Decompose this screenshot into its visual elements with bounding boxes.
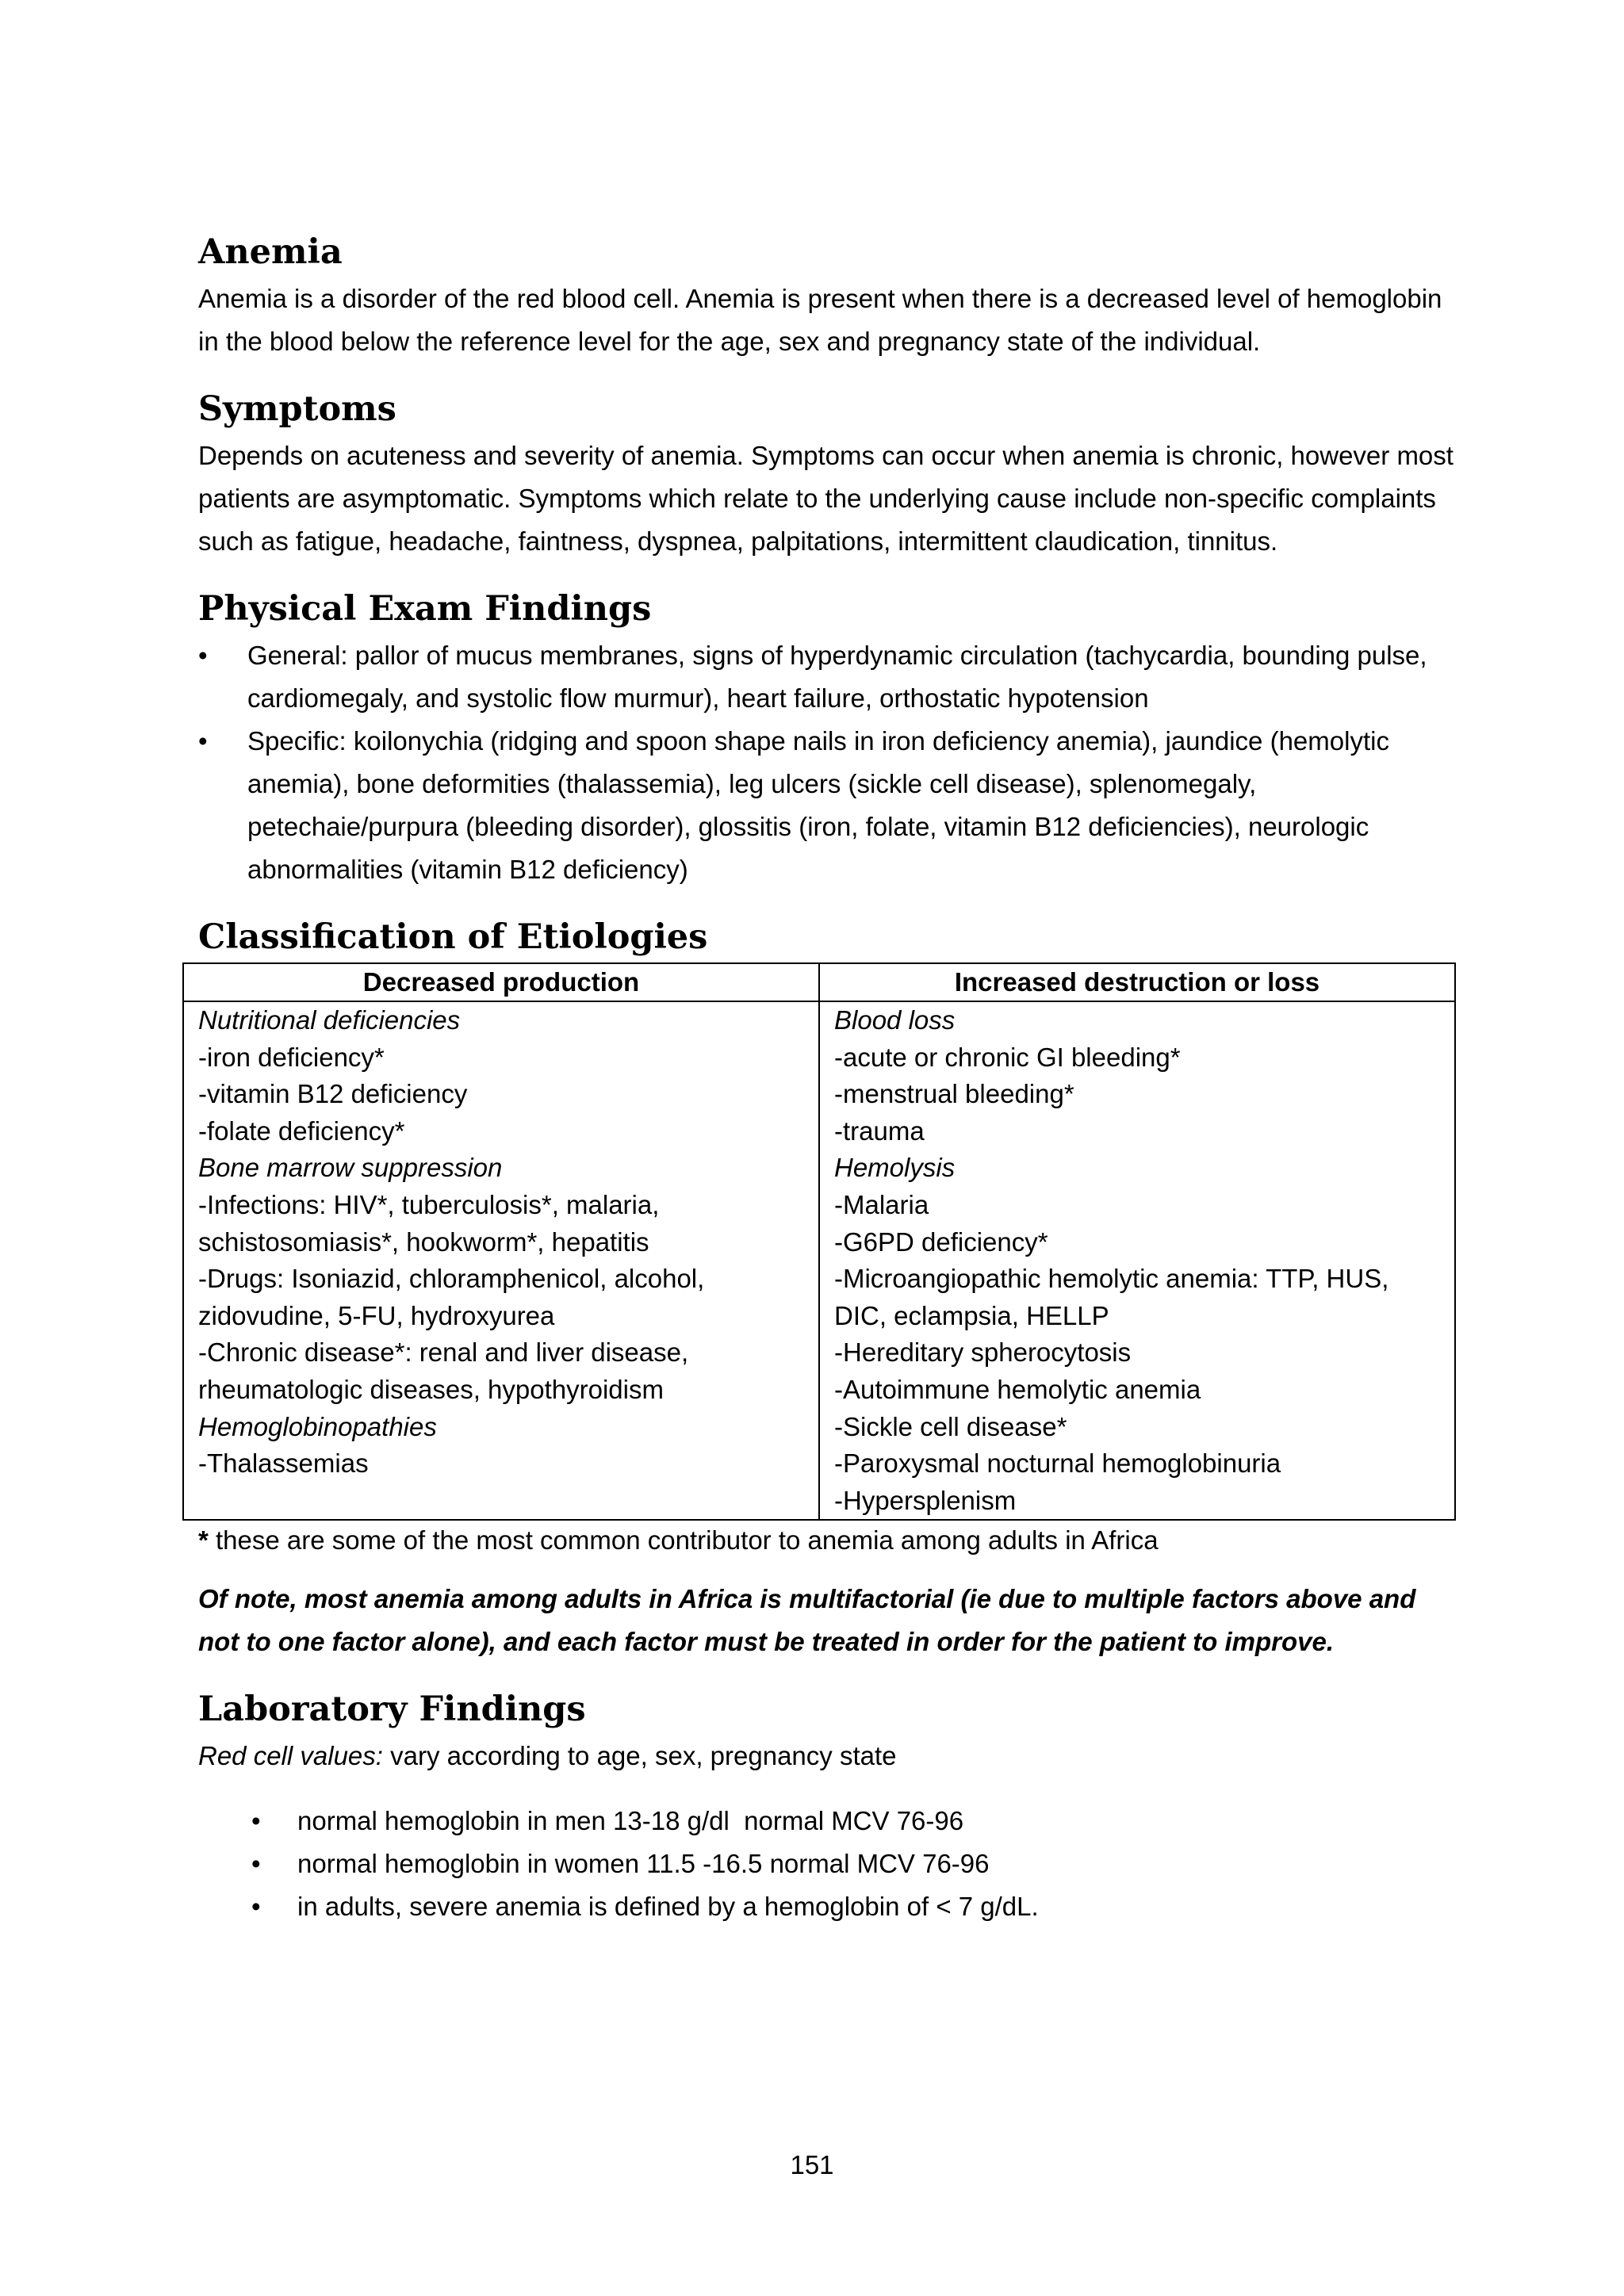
page-number: 151 (790, 2150, 834, 2179)
document-page (198, 230, 1459, 1952)
cause-line: -Sickle cell disease* (834, 1411, 1067, 1441)
physical-exam-section (198, 587, 1459, 891)
symptoms-text: Depends on acuteness and severity of anemia. Symptoms can occur when anemia is chronic, however most patients are asymptomatic. Symptoms which relate to the underlying cause include non-specific complaints such as fatigue, headache, faintness, dyspnea, palpitations, intermittent claudication, tinnitus. (198, 441, 1454, 556)
cause-line: zidovudine, 5-FU, hydroxyurea (198, 1300, 555, 1330)
list-item: • normal hemoglobin in men 13-18 g/dl normal MCV 76-96 (297, 1800, 1459, 1843)
symptoms-heading: Symptoms (198, 389, 396, 429)
multifactorial-note: Of note, most anemia among adults in Africa is multifactorial (ie due to multiple factors above and not to one factor alone), and each factor must be treated in order for the patient to improve. (198, 1584, 1416, 1657)
red-cell-values-text: vary according to age, sex, pregnancy state (382, 1741, 897, 1771)
increased-destruction-cell (819, 1001, 1455, 1520)
cause-line: -vitamin B12 deficiency (198, 1079, 468, 1109)
column-header-decreased-production: Decreased production (183, 963, 819, 1001)
category-label: Hemolysis (834, 1153, 956, 1183)
red-cell-values-label: Red cell values: (198, 1741, 383, 1771)
cause-line: -Drugs: Isoniazid, chloramphenicol, alcohol, (198, 1264, 705, 1294)
cause-line: -trauma (834, 1115, 925, 1146)
cause-line: schistosomiasis*, hookworm*, hepatitis (198, 1226, 649, 1257)
footnote-text: these are some of the most common contributor to anemia among adults in Africa (208, 1525, 1159, 1556)
category-label: Bone marrow suppression (198, 1153, 503, 1183)
cause-line: -menstrual bleeding* (834, 1079, 1074, 1109)
classification-heading: Classification of Etiologies (198, 917, 708, 957)
cause-line: DIC, eclampsia, HELLP (834, 1300, 1109, 1330)
cause-line: -folate deficiency* (198, 1115, 405, 1146)
etiology-table (182, 962, 1456, 1521)
cause-line: -Infections: HIV*, tuberculosis*, malaria, (198, 1189, 660, 1219)
cause-line: -Hereditary spherocytosis (834, 1337, 1132, 1368)
column-header-increased-destruction: Increased destruction or loss (819, 963, 1455, 1001)
category-label: Nutritional deficiencies (198, 1005, 461, 1035)
laboratory-section (198, 1687, 1459, 1928)
anemia-section (198, 230, 1459, 363)
cause-line: rheumatologic diseases, hypothyroidism (198, 1374, 664, 1404)
category-label: Blood loss (834, 1005, 956, 1035)
cause-line: -Thalassemias (198, 1448, 369, 1479)
cause-line: -iron deficiency* (198, 1042, 385, 1072)
list-item: • in adults, severe anemia is defined by a hemoglobin of < 7 g/dL. (297, 1885, 1459, 1928)
red-cell-values (198, 1735, 1459, 1777)
cause-line: -acute or chronic GI bleeding* (834, 1042, 1181, 1072)
decreased-production-cell (183, 1001, 819, 1520)
table-row (183, 1001, 1455, 1520)
classification-section (198, 915, 1459, 1663)
cause-line: -Chronic disease*: renal and liver disease, (198, 1337, 689, 1368)
physical-exam-list (198, 634, 1459, 891)
cause-line: -Malaria (834, 1189, 929, 1219)
cause-line: -G6PD deficiency* (834, 1226, 1048, 1257)
table-header-row (183, 963, 1455, 1001)
physical-exam-heading: Physical Exam Findings (198, 589, 652, 629)
category-label: Hemoglobinopathies (198, 1411, 437, 1441)
laboratory-list (198, 1800, 1459, 1928)
list-item: • normal hemoglobin in women 11.5 -16.5 normal MCV 76-96 (297, 1843, 1459, 1885)
cause-line: -Microangiopathic hemolytic anemia: TTP, HUS, (834, 1264, 1389, 1294)
anemia-definition: Anemia is a disorder of the red blood cell. Anemia is present when there is a decreased level of hemoglobin in the blood below the reference level for the age, sex and pregnancy state of the individual. (198, 284, 1442, 356)
cause-line: -Hypersplenism (834, 1485, 1017, 1515)
list-item: • Specific: koilonychia (ridging and spoon shape nails in iron deficiency anemia), jaundice (hemolytic anemia), bone deformities (thalassemia), leg ulcers (sickle cell disease), splenomegaly, petechaie/purpura (bleeding disorder), glossitis (iron, folate, vitamin B12 deficiencies), neurologic abnormalities (vitamin B12 deficiency) (247, 720, 1459, 891)
cause-line: -Paroxysmal nocturnal hemoglobinuria (834, 1448, 1281, 1479)
laboratory-heading: Laboratory Findings (198, 1689, 586, 1730)
table-footnote (198, 1521, 1459, 1560)
anemia-heading: Anemia (198, 232, 343, 272)
cause-line: -Autoimmune hemolytic anemia (834, 1374, 1201, 1404)
footnote-star: * (198, 1525, 209, 1556)
symptoms-section (198, 387, 1459, 563)
list-item: • General: pallor of mucus membranes, signs of hyperdynamic circulation (tachycardia, bounding pulse, cardiomegaly, and systolic flow murmur), heart failure, orthostatic hypotension (247, 634, 1459, 720)
